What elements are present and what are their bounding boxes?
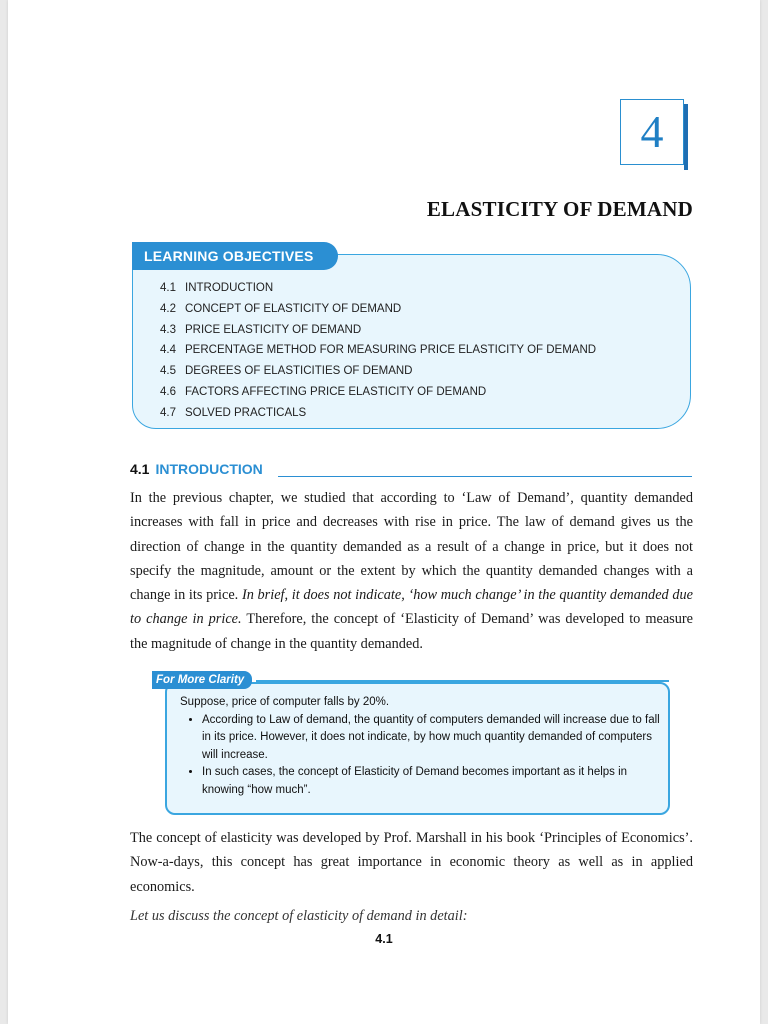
objective-number: 4.1	[160, 282, 176, 294]
objective-item	[160, 320, 596, 341]
objective-item	[160, 340, 596, 361]
intro-paragraph	[130, 486, 693, 656]
intro-text-b: Therefore, the concept of ‘Elasticity of Demand’ was developed to measure the magnitude of change in the quantity demanded.	[130, 611, 693, 652]
objective-item	[160, 278, 596, 299]
objective-number: 4.6	[160, 385, 176, 398]
section-rule	[278, 476, 692, 477]
marshall-paragraph: The concept of elasticity was developed by Prof. Marshall in his book ‘Principles of Economics’. Now-a-days, this concept has great importance in economic theory as well as in applied economics.	[130, 830, 693, 895]
objective-item	[160, 299, 596, 320]
objective-item	[160, 382, 596, 403]
section-number: 4.1	[130, 461, 150, 477]
clarity-top-line	[256, 680, 669, 682]
objective-label: PERCENTAGE METHOD FOR MEASURING PRICE ELASTICITY OF DEMAND	[185, 344, 597, 357]
clarity-tab	[152, 671, 252, 689]
objective-number: 4.2	[160, 302, 176, 315]
clarity-content	[180, 694, 664, 799]
intro-text-italic: In brief, it does not indicate, ‘how much change’ in the quantity demanded due to change in price.	[130, 587, 693, 628]
clarity-bullet-list	[180, 712, 664, 800]
section-heading	[130, 461, 263, 477]
document-page	[8, 0, 760, 1024]
objective-number: 4.5	[160, 365, 176, 378]
objective-label: CONCEPT OF ELASTICITY OF DEMAND	[185, 302, 402, 315]
objective-label: DEGREES OF ELASTICITIES OF DEMAND	[185, 365, 413, 378]
objective-label: SOLVED PRACTICALS	[185, 406, 307, 419]
objective-label: PRICE ELASTICITY OF DEMAND	[185, 323, 362, 336]
objective-label: FACTORS AFFECTING PRICE ELASTICITY OF DEMAND	[185, 385, 487, 398]
chapter-title: ELASTICITY OF DEMAND	[426, 197, 693, 221]
learning-objectives-heading: LEARNING OBJECTIVES	[144, 248, 314, 264]
learning-objectives-tab	[132, 242, 338, 270]
clarity-bullet: • According to Law of demand, the quantity of computers demanded will increase due to fall in its price. However, it does not indicate, by how much quantity demanded of computers will increase.	[202, 712, 664, 765]
objective-item	[160, 403, 596, 424]
chapter-number-box	[620, 99, 684, 165]
discussion-lead-in: Let us discuss the concept of elasticity of demand in detail:	[130, 908, 468, 924]
objective-number: 4.3	[160, 323, 176, 336]
clarity-tab-label: For More Clarity	[156, 674, 245, 686]
clarity-bullet: • In such cases, the concept of Elasticity of Demand becomes important as it helps in knowing “how much”.	[202, 764, 664, 799]
objective-number: 4.4	[160, 344, 176, 357]
intro-text-a: In the previous chapter, we studied that according to ‘Law of Demand’, quantity demanded increases with fall in price and decreases with rise in price. The law of demand gives us the direction of change in the quantity demanded as a result of a change in price, but it does not specify the magnitude, amount or the extent by which the quantity demanded changes with a change in its price.	[130, 490, 693, 604]
objective-number: 4.7	[160, 406, 176, 419]
page-number: 4.1	[375, 932, 393, 946]
objective-label: INTRODUCTION	[185, 282, 274, 294]
clarity-intro: Suppose, price of computer falls by 20%.	[180, 696, 390, 708]
chapter-number: 4	[640, 106, 664, 157]
objective-item	[160, 361, 596, 382]
section-title: INTRODUCTION	[155, 461, 263, 477]
learning-objectives-list	[160, 278, 596, 424]
